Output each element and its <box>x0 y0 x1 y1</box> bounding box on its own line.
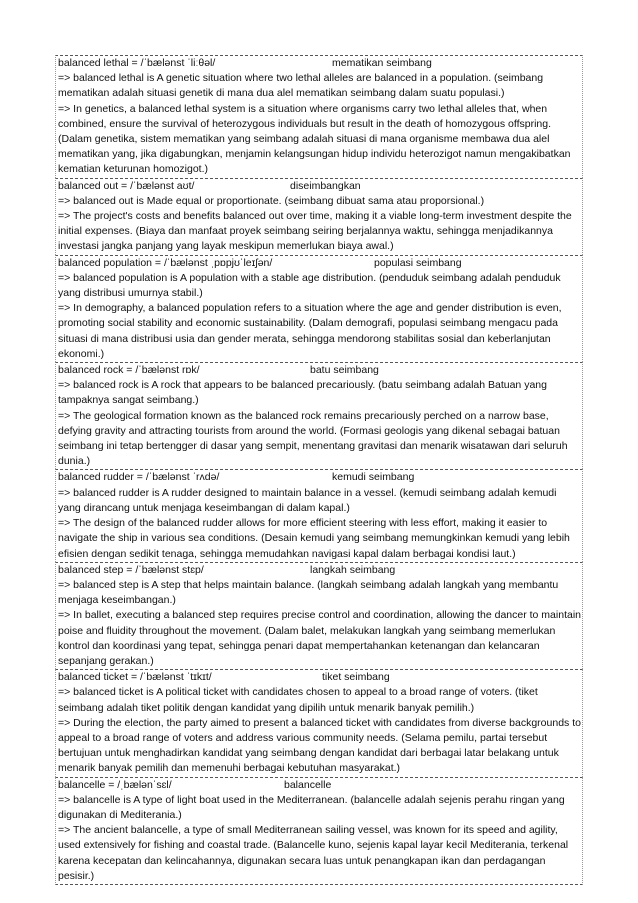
translation: kemudi seimbang <box>332 471 415 484</box>
definition-text: => balanced ticket is A political ticket with candidates chosen to appeal to a broad range of voters. (tiket seimbang adalah tiket politik dengan kandidat yang dipilih untuk menarik banyak pemilih.) <box>58 686 538 714</box>
translation: tiket seimbang <box>322 671 390 684</box>
entry-header <box>58 179 582 194</box>
entry-header <box>58 363 582 378</box>
entry-header <box>58 56 582 71</box>
translation: batu seimbang <box>310 364 379 377</box>
dictionary-entry <box>55 562 583 669</box>
dictionary-entry <box>55 777 583 885</box>
example-text: => During the election, the party aimed to present a balanced ticket with candidates from diverse backgrounds to appeal to a broad range of voters and address various community needs. (Selama pemilu, partai tersebut bertujuan untuk menghadirkan kandidat yang seimbang dengan kandidat dari berbagai latar belakang untuk menarik banyak pemilih dan memenuhi berbagai kebutuhan masyarakat.) <box>58 716 581 775</box>
translation: populasi seimbang <box>374 256 462 269</box>
translation: langkah seimbang <box>310 563 396 576</box>
headword: balanced rudder = /ˈbælənst ˈrʌdə/ <box>58 471 220 484</box>
example-text: => The project's costs and benefits balanced out over time, making it a viable long-term investment despite the initial expenses. (Biaya dan manfaat proyek seimbang seiring berjalannya waktu, sehingga menjadikannya investasi jangka panjang yang layak meskipun memerlukan biaya awal.) <box>58 210 572 253</box>
entry-header <box>58 670 582 685</box>
definition-text: => balanced rock is A rock that appears to be balanced precariously. (batu seimbang adalah Batuan yang tampaknya sangat seimbang.) <box>58 379 547 407</box>
dictionary-entry <box>55 362 583 469</box>
translation: balancelle <box>284 778 332 791</box>
dictionary-entry <box>55 178 583 255</box>
headword: balanced out = /ˈbælənst aʊt/ <box>58 179 195 192</box>
headword: balanced step = /ˈbælənst stɛp/ <box>58 563 204 576</box>
headword: balanced population = /ˈbælənst ˌpɒpjʊˈleɪʃən/ <box>58 256 273 269</box>
headword: balanced ticket = /ˈbælənst ˈtɪkɪt/ <box>58 671 212 684</box>
translation: mematikan seimbang <box>332 57 432 69</box>
entry-header <box>58 470 582 485</box>
dictionary-entry <box>55 469 583 561</box>
example-text: => In demography, a balanced population refers to a situation where the age and gender distribution is even, promoting social stability and economic sustainability. (Dalam demografi, populasi seimbang mengacu pada situasi di mana distribusi usia dan gender merata, sehingga mendorong stabilitas sosial dan keberlanjutan ekonomi.) <box>58 302 562 360</box>
definition-text: => balanced population is A population with a stable age distribution. (penduduk seimbang adalah penduduk yang distribusi umurnya stabil.) <box>58 271 561 300</box>
entry-header <box>58 256 582 271</box>
translation: diseimbangkan <box>290 179 361 192</box>
example-text: => The design of the balanced rudder allows for more efficient steering with less effort, making it easier to navigate the ship in various sea conditions. (Desain kemudi yang seimbang memungkinkan kemudi yang lebih efisien dengan sedikit tenaga, sehingga memudahkan navigasi kapal dalam berbagai kondisi laut.) <box>58 517 570 560</box>
definition-text: => balanced out is Made equal or proportionate. (seimbang dibuat sama atau proporsional.) <box>58 194 485 207</box>
example-text: => The geological formation known as the balanced rock remains precariously perched on a narrow base, defying gravity and attracting tourists from around the world. (Formasi geologis yang dikenal sebagai batuan seimbang ini tetap bertengger di dasar yang sempit, menentang gravitasi dan menarik wisatawan dari seluruh dunia.) <box>58 409 568 468</box>
headword: balanced rock = /ˈbælənst rɒk/ <box>58 364 200 377</box>
entry-header <box>58 778 582 793</box>
definition-text: => balanced rudder is A rudder designed to maintain balance in a vessel. (kemudi seimbang adalah kemudi yang dirancang untuk menjaga keseimbangan di dalam kapal.) <box>58 486 557 514</box>
definition-text: => balanced lethal is A genetic situation where two lethal alleles are balanced in a population. (seimbang mematikan adalah situasi genetik di mana dua alel mematikan seimbang dalam suatu populasi.) <box>58 72 544 100</box>
dictionary-entry <box>55 255 583 362</box>
entry-header <box>58 563 582 578</box>
definition-text: => balanced step is A step that helps maintain balance. (langkah seimbang adalah langkah yang membantu menjaga keseimbangan.) <box>58 578 559 607</box>
dictionary-entry <box>55 669 583 776</box>
headword: balancelle = /ˌbælənˈsɛl/ <box>58 778 172 791</box>
document-page <box>55 55 583 885</box>
definition-text: => balancelle is A type of light boat used in the Mediterranean. (balancelle adalah sejenis perahu ringan yang digunakan di Mediterania.) <box>58 793 565 821</box>
example-text: => In ballet, executing a balanced step requires precise control and coordination, allowing the dancer to maintain poise and fluidity throughout the movement. (Dalam balet, melakukan langkah yang seimbang memerlukan kontrol dan koordinasi yang tepat, sehingga penari dapat mempertahankan ketenangan dan kelancaran sepanjang gerakan.) <box>58 609 581 667</box>
dictionary-entry <box>55 55 583 178</box>
example-text: => The ancient balancelle, a type of small Mediterranean sailing vessel, was known for its speed and agility, used extensively for fishing and coastal trade. (Balancelle kuno, sejenis kapal layar kecil Mediterania, terkenal karena kecepatan dan kelincahannya, digunakan secara luas untuk penangkapan ikan dan perdagangan pesisir.) <box>58 824 569 882</box>
headword: balanced lethal = /ˈbælənst ˈliːθəl/ <box>58 57 216 69</box>
example-text: => In genetics, a balanced lethal system is a situation where organisms carry two lethal alleles that, when combined, ensure the survival of heterozygous individuals but result in the death of homozygous offspring. (Dalam genetika, sistem mematikan yang seimbang adalah situasi di mana organisme membawa dua alel mematikan yang, jika digabungkan, menjamin kelangsungan hidup individu heterozigot namun mengakibatkan kematian keturunan homozigot.) <box>58 102 571 176</box>
